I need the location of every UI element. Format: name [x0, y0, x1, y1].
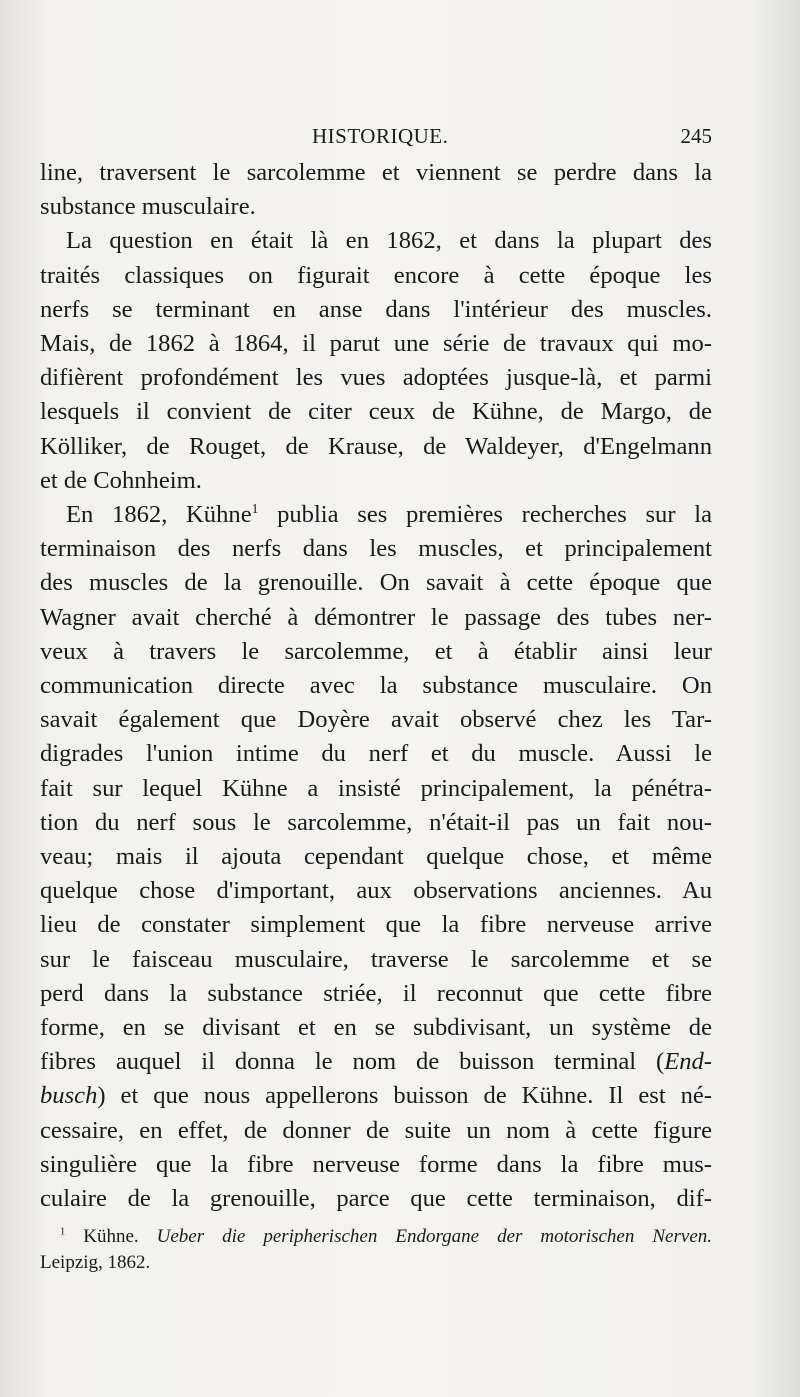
text-line: digrades l'union intime du nerf et du muscle. Aussi le [40, 740, 712, 768]
italic-term: busch [40, 1082, 98, 1110]
text-line: La question en était là en 1862, et dans la plupart des [66, 227, 712, 255]
text-line: veau; mais il ajouta cependant quelque chose, et même [40, 843, 712, 871]
text-line: savait également que Doyère avait observé chez les Tar- [40, 706, 712, 734]
text-line: quelque chose d'important, aux observations anciennes. Au [40, 877, 712, 905]
text-line [40, 1045, 712, 1079]
body-text [40, 156, 712, 1216]
text-line: line, traversent le sarcolemme et viennent se perdre dans la [40, 159, 712, 186]
footnote-title: Ueber die peripherischen Endorgane der motorischen Nerven. [156, 1226, 712, 1247]
text-line: veux à travers le sarcolemme, et à établir ainsi leur [40, 637, 712, 665]
text-line: et de Cohnheim. [40, 466, 202, 494]
page-number: 245 [680, 124, 712, 148]
text-line: culaire de la grenouille, parce que cette terminaison, dif- [40, 1185, 712, 1213]
footnote-line [40, 1224, 712, 1250]
running-title: HISTORIQUE. [312, 124, 449, 148]
text-line [40, 1079, 712, 1113]
page-header [40, 124, 712, 154]
text-line: sur le faisceau musculaire, traverse le sarcolemme et se [40, 945, 712, 973]
text-line: tion du nerf sous le sarcolemme, n'était-il pas un fait nou- [40, 808, 712, 836]
text-line: fait sur lequel Kühne a insisté principalement, la pénétra- [40, 774, 712, 802]
text-line: communication directe avec la substance musculaire. On [40, 672, 712, 700]
footnote [40, 1224, 712, 1276]
text-line [40, 498, 712, 532]
text-fragment: ) et que nous appellerons buisson de Kühne. Il est né- [97, 1082, 712, 1110]
footnote-marker: 1 [60, 1226, 66, 1238]
text-line: substance musculaire. [40, 193, 256, 221]
text-fragment: publia ses premières recherches sur la [258, 501, 712, 529]
text-line: Mais, de 1862 à 1864, il parut une série de travaux qui mo- [40, 330, 712, 358]
text-line: traités classiques on figurait encore à cette époque les [40, 261, 712, 289]
text-line: forme, en se divisant et en se subdivisant, un système de [40, 1014, 712, 1042]
text-fragment: fibres auquel il donna le nom de buisson terminal ( [40, 1048, 665, 1076]
footnote-imprint: Leipzig, 1862. [40, 1252, 151, 1273]
text-line: Kölliker, de Rouget, de Krause, de Waldeyer, d'Engelmann [40, 432, 712, 460]
text-line: Wagner avait cherché à démontrer le passage des tubes ner- [40, 603, 712, 631]
text-line: cessaire, en effet, de donner de suite un nom à cette figure [40, 1116, 712, 1144]
text-line: lesquels il convient de citer ceux de Kühne, de Margo, de [40, 398, 712, 426]
text-line: des muscles de la grenouille. On savait à cette époque que [40, 569, 712, 597]
text-line: nerfs se terminant en anse dans l'intérieur des muscles. [40, 295, 712, 323]
footnote-marker: 1 [251, 500, 259, 516]
italic-term: End- [664, 1048, 712, 1076]
footnote-author: Kühne. [83, 1226, 139, 1247]
text-fragment: En 1862, Kühne [66, 501, 252, 529]
text-line: difièrent profondément les vues adoptées jusque-là, et parmi [40, 364, 712, 392]
text-line: lieu de constater simplement que la fibre nerveuse arrive [40, 911, 712, 939]
text-line: singulière que la fibre nerveuse forme dans la fibre mus- [40, 1150, 712, 1178]
text-line: terminaison des nerfs dans les muscles, et principalement [40, 535, 712, 563]
text-line: perd dans la substance striée, il reconnut que cette fibre [40, 979, 712, 1007]
